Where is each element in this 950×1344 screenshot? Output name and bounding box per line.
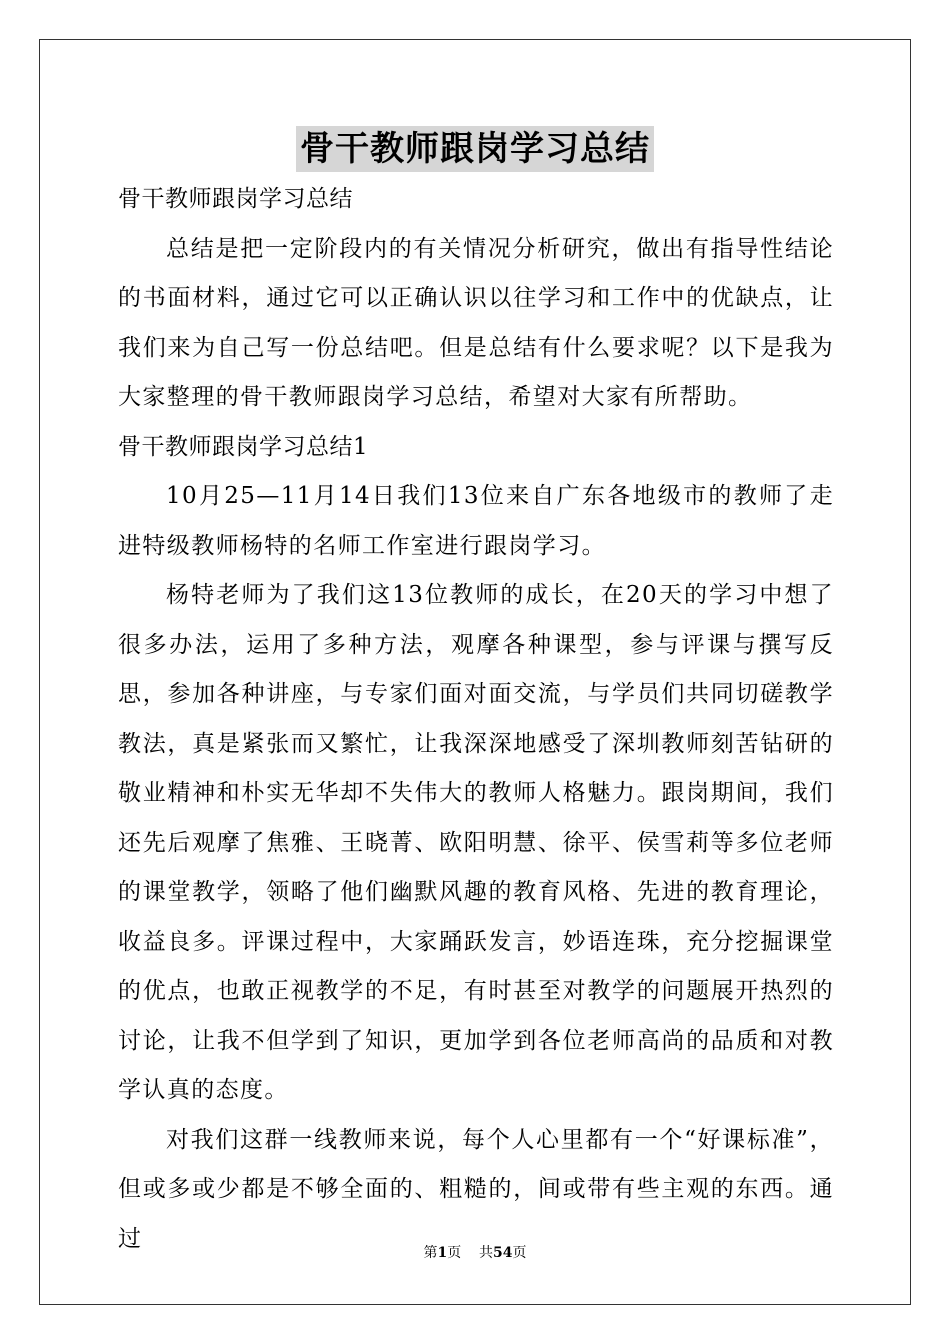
document-body xyxy=(118,175,834,1264)
body-paragraph-3: 对我们这群一线教师来说，每个人心里都有一个“好课标准”，但或多或少都是不够全面的、粗糙的，间或带有些主观的东西。通过 xyxy=(118,1126,834,1252)
title-container xyxy=(0,126,950,172)
page-suffix: 页 xyxy=(447,1245,462,1261)
page-footer xyxy=(0,1243,950,1263)
body-paragraph-2: 杨特老师为了我们这13位教师的成长，在20天的学习中想了很多办法，运用了多种方法，观摩各种课型，参与评课与撰写反思，参加各种讲座，与专家们面对面交流，与学员们共同切磋教学教法，真是紧张而又繁忙，让我深深地感受了深圳教师刻苦钻研的敬业精神和朴实无华却不失伟大的教师人格魅力。跟岗期间，我们还先后观摩了焦雅、王晓菁、欧阳明慧、徐平、侯雪莉等多位老师的课堂教学，领略了他们幽默风趣的教育风格、先进的教育理论，收益良多。评课过程中，大家踊跃发言，妙语连珠，充分挖掘课堂的优点，也敢正视教学的不足，有时甚至对教学的问题展开热烈的讨论，让我不但学到了知识，更加学到各位老师高尚的品质和对教学认真的态度。 xyxy=(118,582,834,1103)
total-pages: 54 xyxy=(493,1245,513,1261)
intro-paragraph: 总结是把一定阶段内的有关情况分析研究，做出有指导性结论的书面材料，通过它可以正确认识以往学习和工作中的优缺点，让我们来为自己写一份总结吧。但是总结有什么要求呢？以下是我为大家整理的骨干教师跟岗学习总结，希望对大家有所帮助。 xyxy=(118,235,834,410)
section-heading-1: 骨干教师跟岗学习总结1 xyxy=(118,433,369,460)
total-prefix: 共 xyxy=(479,1245,494,1261)
body-paragraph-1: 10月25—11月14日我们13位来自广东各地级市的教师了走进特级教师杨特的名师工作室进行跟岗学习。 xyxy=(118,483,834,559)
subtitle-heading: 骨干教师跟岗学习总结 xyxy=(118,186,353,212)
document-title: 骨干教师跟岗学习总结 xyxy=(296,126,654,172)
total-suffix: 页 xyxy=(512,1245,527,1261)
page-number: 1 xyxy=(437,1245,448,1261)
page-prefix: 第 xyxy=(423,1245,438,1261)
